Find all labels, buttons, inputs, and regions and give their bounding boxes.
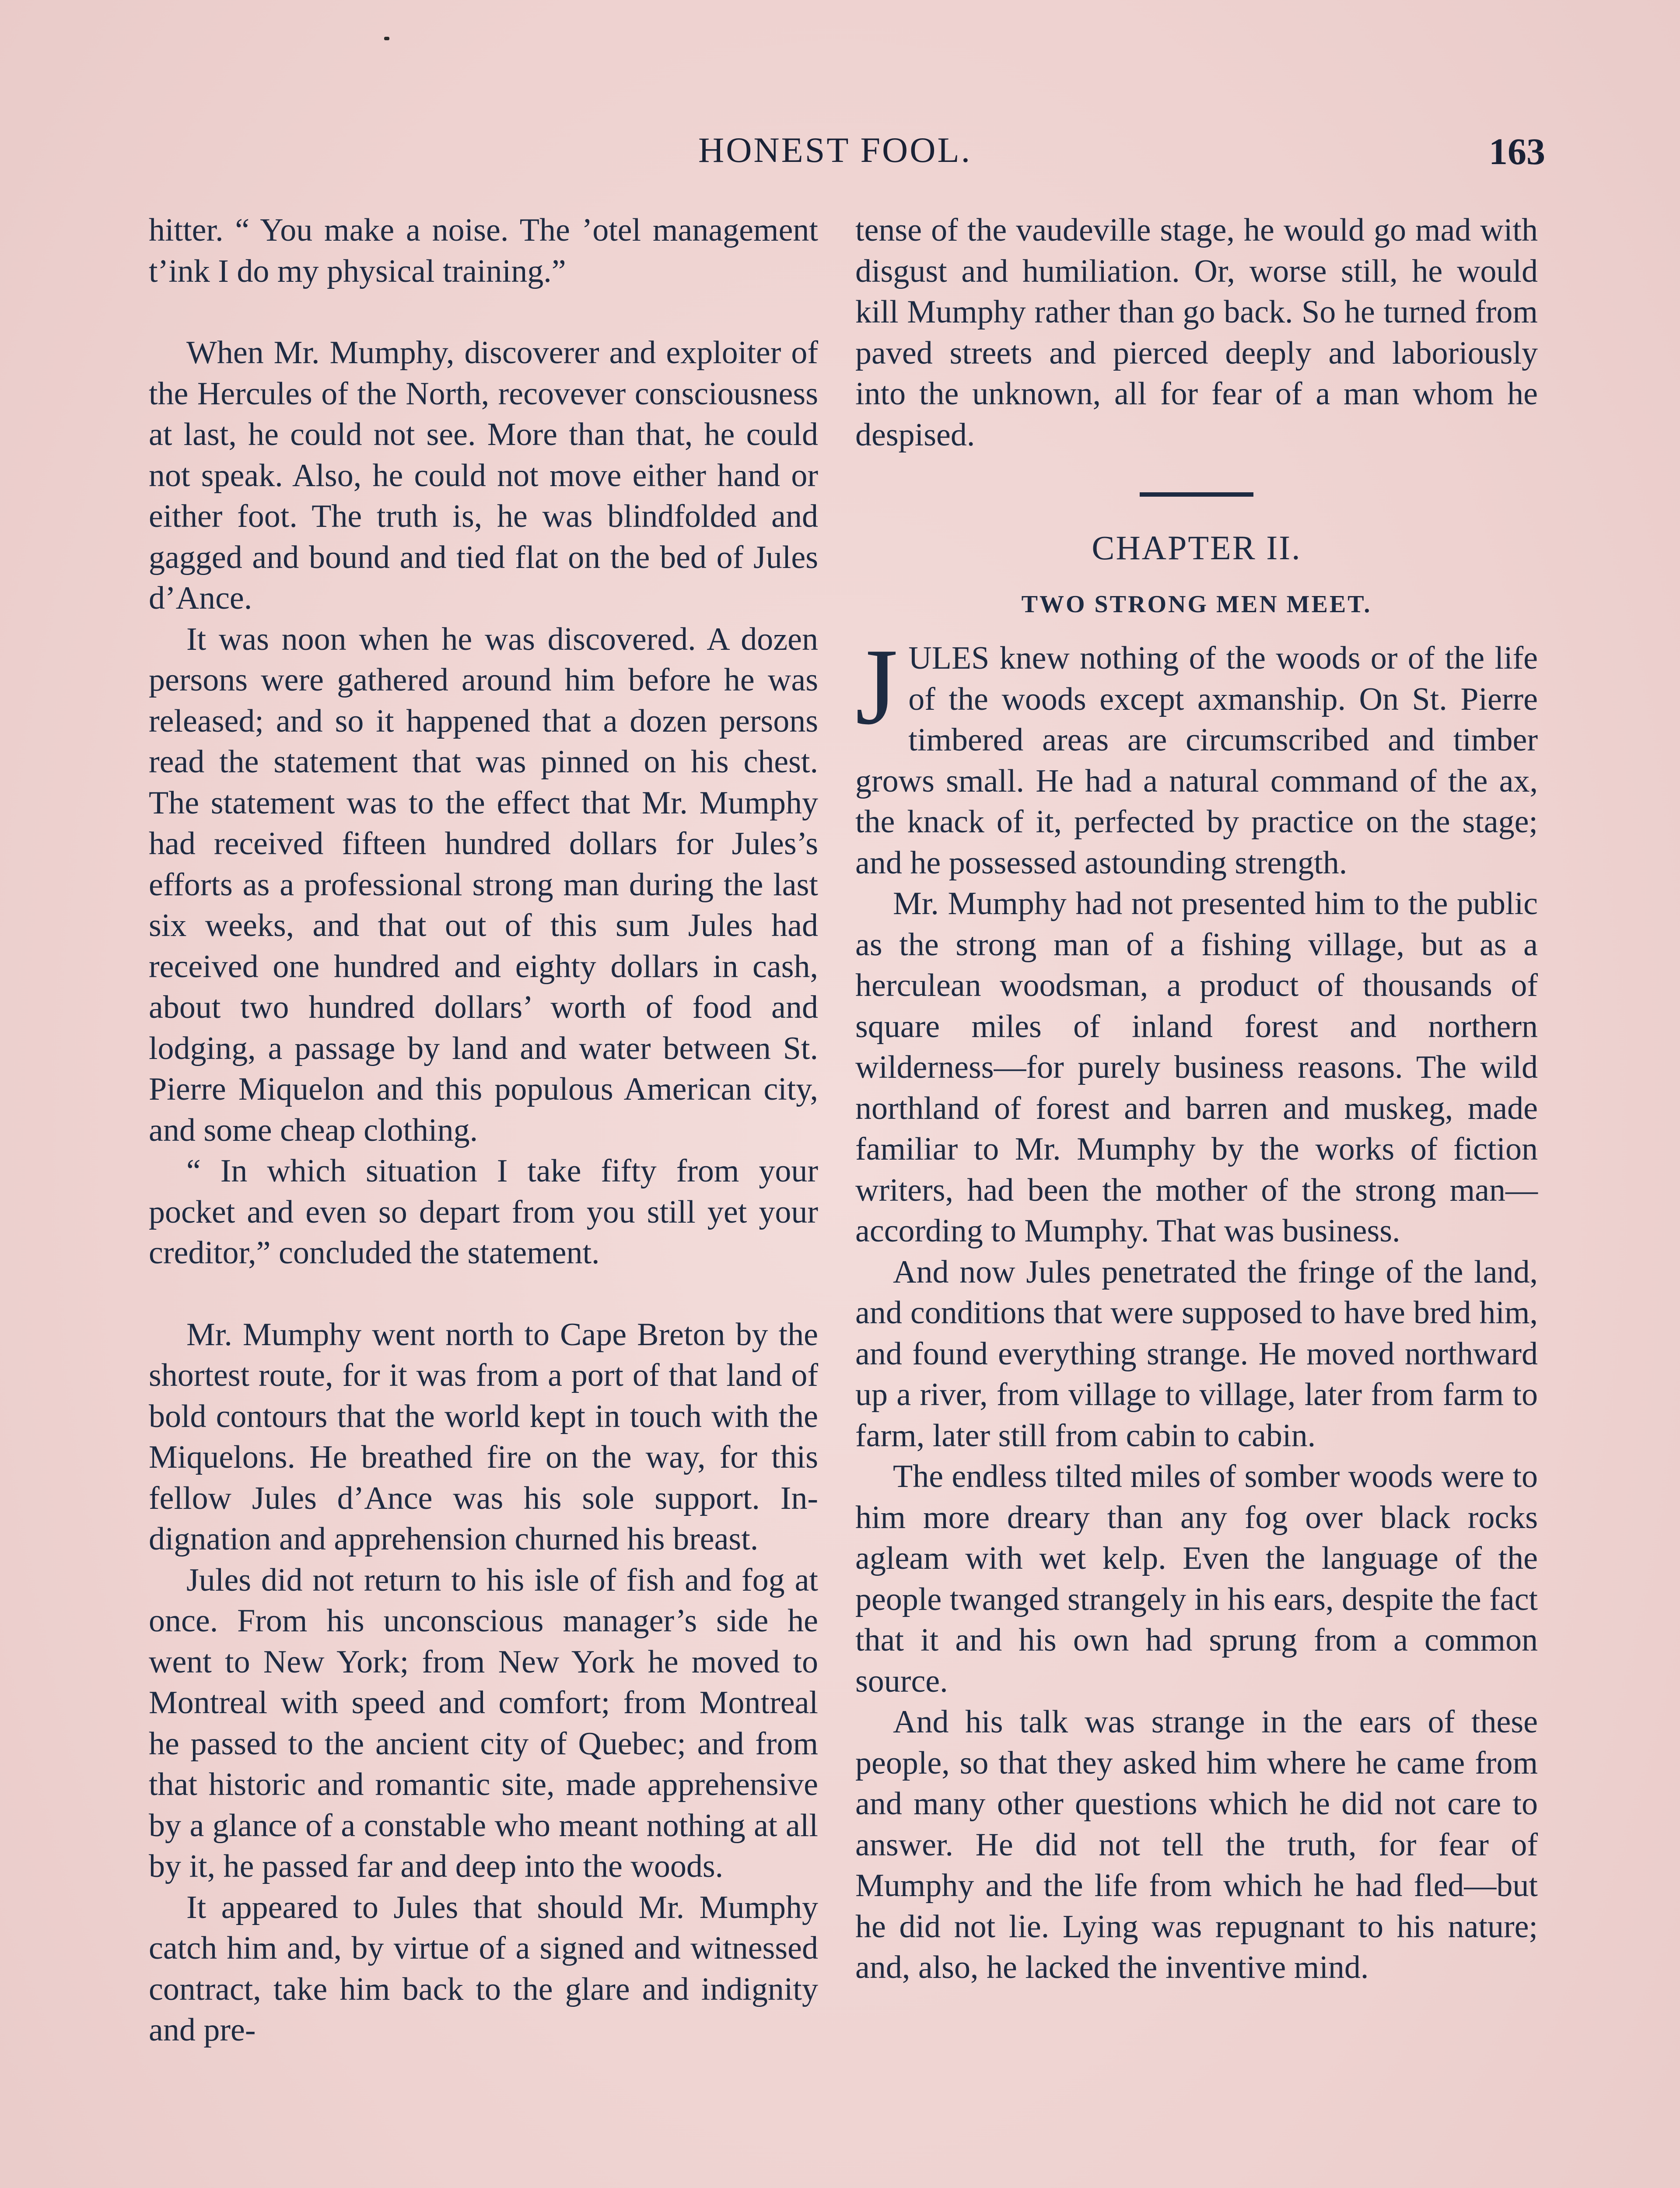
left-column bbox=[149, 210, 818, 2051]
paragraph: Jules did not return to his isle of fish and fog at once. From his unconscious manager’s side he went to New York; from New York he moved to Montreal with speed and comfort; from Montreal he passed to the ancient city of Quebec; and from that historic and romantic site, made apprehensive by a glance of a constable who meant nothing at all by it, he passed far and deep into the woods. bbox=[149, 1562, 818, 1884]
paragraph: Mr. Mumphy went north to Cape Breton by the shortest route, for it was from a port of that land of bold contours that the world kept in touch with the Miquelons. He breathed fire on the way, for this fellow Jules d’Ance was his sole support. Indignation and apprehension churned his breast. bbox=[149, 1316, 818, 1557]
paragraph: The endless tilted miles of somber woods were to him more dreary than any fog over black rocks agleam with wet kelp. Even the language of the people twanged strangely in his ears, despite the fact that it and his own had sprung from a common source. bbox=[855, 1459, 1538, 1699]
section-divider bbox=[1140, 492, 1253, 497]
page-number: 163 bbox=[1489, 130, 1545, 172]
running-title: HONEST FOOL. bbox=[698, 130, 972, 170]
paragraph: And his talk was strange in the ears of these people, so that they asked him where he came from and many other questions which he did not care to answer. He did not tell the truth, for fear of Mumphy and the life from which he had fled—but he did not lie. Lying was repugnant to his nature; and, also, he lacked the inventive mind. bbox=[855, 1704, 1538, 1985]
paragraph-text: ULES knew nothing of the woods or of the life of the woods except axmanship. On St. Pierre timbered areas are circumscribed and timber grows small. He had a natural command of the ax, the knack of it, perfected by practice on the stage; and he possessed astounding strength. bbox=[855, 640, 1538, 881]
paragraph: hitter. “ You make a noise. The ’otel management t’ink I do my physical training.” bbox=[149, 212, 818, 289]
paragraph: It was noon when he was discovered. A dozen persons were gathered around him before he was released; and so it happened that a dozen persons read the statement that was pinned on his chest. The statement was to the effect that Mr. Mumphy had received fifteen hundred dollars for Jules’s efforts as a professional strong man during the last six weeks, and that out of this sum Jules had received one hundred and eighty dollars in cash, about two hundred dollars’ worth of food and lodging, a passage by land and water between St. Pierre Miquelon and this populous American city, and some cheap clothing. bbox=[149, 621, 818, 1148]
paragraph: Mr. Mumphy had not presented him to the public as the strong man of a fishing village, but as a herculean woodsman, a product of thousands of square miles of inland forest and northern wilderness—for purely business reasons. The wild northland of forest and barren and muskeg, made familiar to Mr. Mumphy by the works of fiction writers, had been the mother of the strong man—according to Mumphy. That was business. bbox=[855, 886, 1538, 1249]
chapter-title: CHAPTER II. bbox=[1092, 529, 1302, 567]
paragraph: “ In which situation I take fifty from your pocket and even so depart from you still yet your creditor,” concluded the statement. bbox=[149, 1153, 818, 1271]
paragraph: tense of the vaudeville stage, he would go mad with disgust and humiliation. Or, worse still, he would kill Mumphy rather than go back. So he turned from paved streets and pierced deeply and laboriously into the unknown, all for fear of a man whom he despised. bbox=[855, 212, 1538, 453]
chapter-subtitle: TWO STRONG MEN MEET. bbox=[1021, 590, 1372, 618]
paragraph: It appeared to Jules that should Mr. Mumphy catch him and, by virtue of a signed and witnessed contract, take him back to the glare and indignity and pre- bbox=[149, 1889, 818, 2048]
right-column bbox=[855, 210, 1538, 1988]
chapter-opening-paragraph bbox=[855, 626, 1538, 884]
paragraph: When Mr. Mumphy, discoverer and exploiter of the Hercules of the North, recovever consciousness at last, he could not see. More than that, he could not speak. Also, he could not move either hand or either foot. The truth is, he was blindfolded and gagged and bound and tied flat on the bed of Jules d’Ance. bbox=[149, 335, 818, 616]
paragraph: And now Jules penetrated the fringe of the land, and conditions that were supposed to have bred him, and found everything strange. He moved northward up a river, from village to village, later from farm to farm, later still from cabin to cabin. bbox=[855, 1254, 1538, 1454]
print-mark bbox=[384, 37, 389, 40]
drop-cap: J bbox=[855, 626, 898, 747]
